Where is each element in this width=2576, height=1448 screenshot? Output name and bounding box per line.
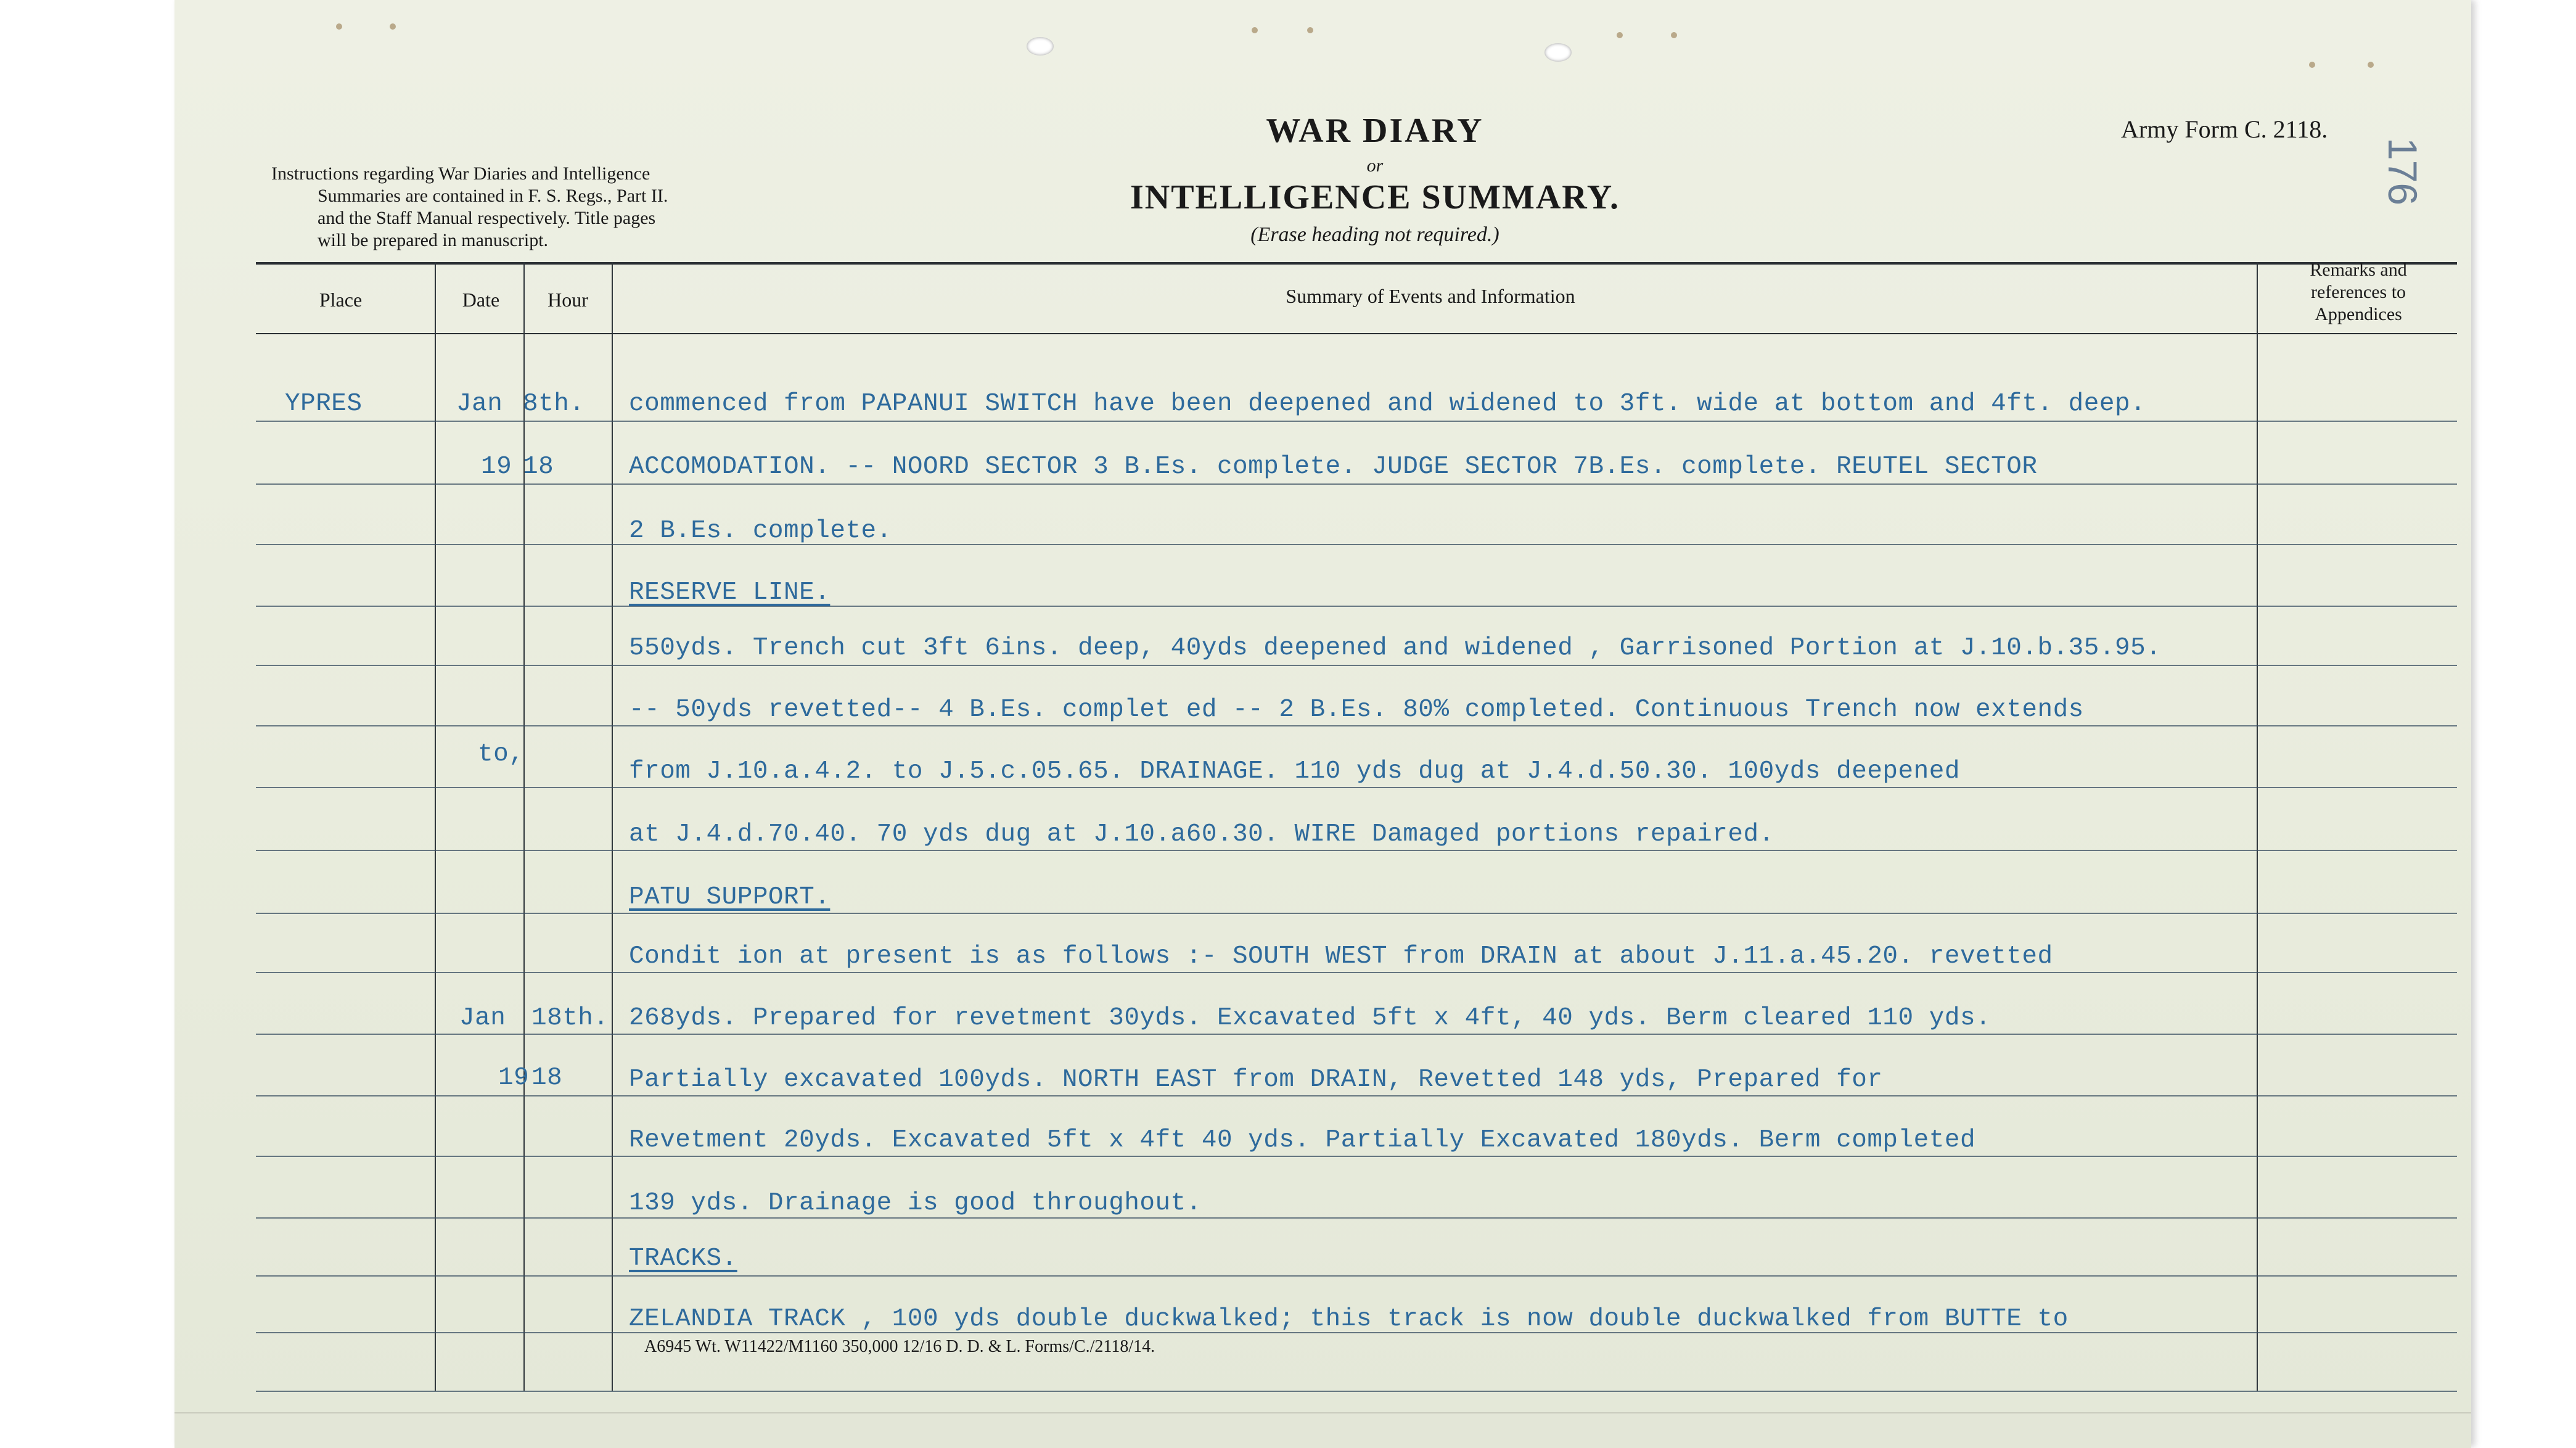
staple-mark	[390, 23, 396, 30]
sheet-bottom-edge	[174, 1412, 2471, 1448]
summary-line: 550yds. Trench cut 3ft 6ins. deep, 40yds deepened and widened , Garrisoned Portion at J.10.b.35.95.	[629, 634, 2162, 662]
ruled-line	[256, 1156, 2457, 1157]
remarks-header-line: Appendices	[2315, 304, 2402, 324]
instructions-block	[271, 163, 826, 252]
form-title-or: or	[1366, 155, 1384, 176]
date-entry: 18th.	[531, 1004, 609, 1032]
header-bottom-rule	[256, 333, 2457, 334]
date-entry: Jan	[456, 390, 503, 418]
staple-mark	[1307, 27, 1313, 33]
column-header-hour: Hour	[548, 289, 588, 311]
staple-mark	[336, 23, 342, 30]
ruled-line	[256, 1275, 2457, 1277]
staple-mark	[2368, 62, 2374, 68]
summary-line: Revetment 20yds. Excavated 5ft x 4ft 40 yds. Partially Excavated 180yds. Berm completed	[629, 1126, 1976, 1154]
punch-hole	[1027, 37, 1054, 56]
ruled-line	[256, 606, 2457, 607]
table-top-rule	[256, 262, 2457, 265]
summary-line: from J.10.a.4.2. to J.5.c.05.65. DRAINAGE. 110 yds dug at J.4.d.50.30. 100yds deepened	[629, 757, 1960, 786]
pencil-folio-number: 176	[2380, 137, 2426, 206]
ruled-line	[256, 665, 2457, 666]
erase-note: (Erase heading not required.)	[1250, 223, 1499, 246]
ruled-line	[256, 1217, 2457, 1219]
year-entry: 18	[523, 453, 554, 481]
column-divider	[612, 262, 613, 1391]
column-divider	[435, 262, 436, 1391]
ruled-line	[256, 1095, 2457, 1096]
column-divider	[2257, 262, 2258, 1391]
year-entry: 19	[481, 453, 512, 481]
date-entry: Jan	[459, 1004, 506, 1032]
summary-line: 2 B.Es. complete.	[629, 517, 892, 545]
instructions-line: Instructions regarding War Diaries and Intelligence	[271, 163, 650, 184]
ruled-line	[256, 725, 2457, 726]
date-range-to: to,	[478, 740, 525, 768]
date-entry: 8th.	[523, 390, 585, 418]
instructions-line: and the Staff Manual respectively. Title pages	[318, 208, 656, 228]
instructions-line: Summaries are contained in F. S. Regs., Part II.	[318, 186, 668, 206]
section-heading: TRACKS.	[629, 1244, 737, 1273]
punch-hole	[1544, 43, 1572, 62]
summary-line: Condit ion at present is as follows :- SOUTH WEST from DRAIN at about J.11.a.45.20. revetted	[629, 942, 2053, 971]
summary-line: ACCOMODATION. -- NOORD SECTOR 3 B.Es. complete. JUDGE SECTOR 7B.Es. complete. REUTEL SECTOR	[629, 453, 2038, 481]
army-form-number: Army Form C. 2118.	[2121, 115, 2328, 143]
staple-mark	[1617, 32, 1623, 38]
year-entry: 19	[498, 1064, 530, 1092]
remarks-header-line: Remarks and	[2310, 260, 2407, 280]
section-heading: PATU SUPPORT.	[629, 883, 831, 911]
summary-line: ZELANDIA TRACK , 100 yds double duckwalked; this track is now double duckwalked from BUTTE to	[629, 1305, 2069, 1333]
summary-line: 268yds. Prepared for revetment 30yds. Excavated 5ft x 4ft, 40 yds. Berm cleared 110 yds.	[629, 1004, 1991, 1032]
summary-line: commenced from PAPANUI SWITCH have been deepened and widened to 3ft. wide at bottom and 4ft. deep.	[629, 390, 2146, 418]
ruled-line	[256, 544, 2457, 545]
column-divider	[523, 262, 525, 1391]
section-heading: RESERVE LINE.	[629, 578, 831, 607]
summary-line: 139 yds. Drainage is good throughout.	[629, 1189, 1202, 1217]
column-header-date: Date	[462, 289, 500, 311]
ruled-line	[256, 1391, 2457, 1392]
staple-mark	[1671, 32, 1677, 38]
form-print-code: A6945 Wt. W11422/M1160 350,000 12/16 D. D. & L. Forms/C./2118/14.	[644, 1337, 1155, 1356]
year-entry: 18	[531, 1064, 563, 1092]
summary-line: -- 50yds revetted-- 4 B.Es. complet ed -- 2 B.Es. 80% completed. Continuous Trench now extends	[629, 696, 2084, 724]
place-entry: YPRES	[285, 390, 363, 418]
column-header-summary: Summary of Events and Information	[1286, 285, 1575, 307]
ruled-line	[256, 913, 2457, 914]
ruled-line	[256, 850, 2457, 851]
instructions-line: will be prepared in manuscript.	[318, 230, 549, 250]
form-title: WAR DIARY	[1266, 112, 1484, 150]
remarks-header-line: references to	[2310, 282, 2406, 302]
ruled-line	[256, 787, 2457, 788]
ruled-line	[256, 421, 2457, 422]
ruled-line	[256, 972, 2457, 973]
staple-mark	[2309, 62, 2315, 68]
column-header-remarks	[2275, 259, 2442, 326]
column-header-place: Place	[319, 289, 363, 311]
summary-line: Partially excavated 100yds. NORTH EAST from DRAIN, Revetted 148 yds, Prepared for	[629, 1066, 1883, 1094]
form-subtitle: INTELLIGENCE SUMMARY.	[1130, 178, 1620, 216]
summary-line: at J.4.d.70.40. 70 yds dug at J.10.a60.30. WIRE Damaged portions repaired.	[629, 820, 1774, 849]
ruled-line	[256, 1034, 2457, 1035]
ruled-line	[256, 483, 2457, 485]
staple-mark	[1252, 27, 1258, 33]
